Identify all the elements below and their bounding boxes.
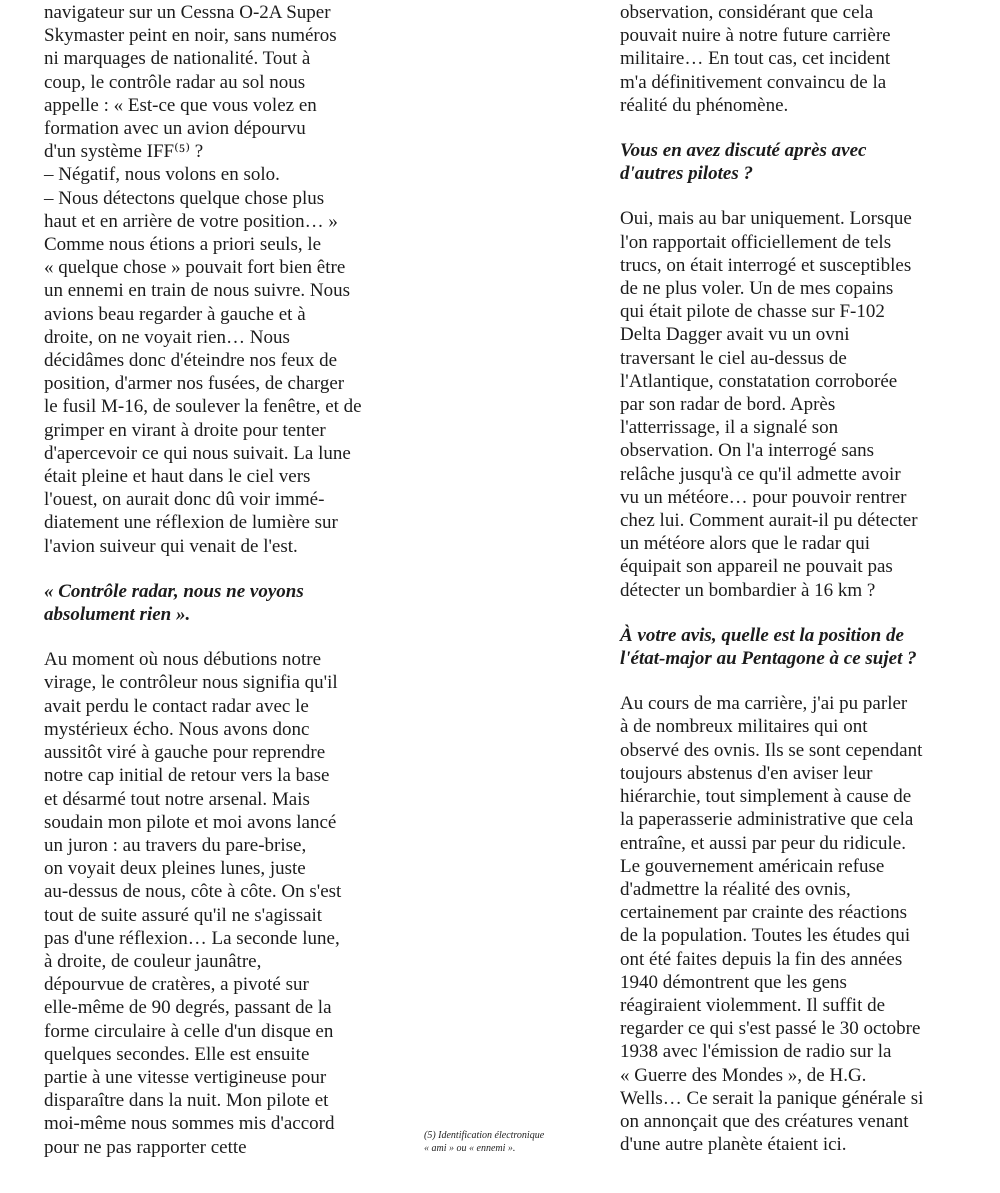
text-line: tout de suite assuré qu'il ne s'agissait	[44, 904, 323, 926]
text-line: droite, on ne voyait rien… Nous	[44, 326, 290, 348]
text-line: on annonçait que des créatures venant	[620, 1110, 909, 1132]
text-line: position, d'armer nos fusées, de charger	[44, 373, 345, 395]
text-line: grimper en virant à droite pour tenter	[44, 419, 326, 441]
text-line: réagiraient violemment. Il suffit de	[620, 994, 886, 1016]
paragraph	[44, 1, 404, 558]
section-heading	[44, 580, 404, 626]
text-line: d'une autre planète étaient ici.	[620, 1134, 847, 1156]
text-line: Vous en avez discuté après avec	[620, 140, 867, 162]
right-column	[620, 0, 980, 1156]
text-line: Au moment où nous débutions notre	[44, 649, 322, 671]
text-line: regarder ce qui s'est passé le 30 octobre	[620, 1018, 921, 1040]
text-line: partie à une vitesse vertigineuse pour	[44, 1066, 327, 1088]
text-line: dépourvue de cratères, a pivoté sur	[44, 974, 309, 996]
text-line: formation avec un avion dépourvu	[44, 118, 306, 140]
text-line: et désarmé tout notre arsenal. Mais	[44, 788, 310, 810]
text-line: Delta Dagger avait vu un ovni	[620, 324, 850, 346]
text-line: m'a définitivement convaincu de la	[620, 71, 887, 93]
text-line: décidâmes donc d'éteindre nos feux de	[44, 350, 338, 372]
text-line: vu un météore… pour pouvoir rentrer	[620, 486, 907, 508]
text-line: qui était pilote de chasse sur F-102	[620, 301, 885, 323]
text-line: à de nombreux militaires qui ont	[620, 716, 868, 738]
text-line: « Guerre des Mondes », de H.G.	[620, 1064, 867, 1086]
text-line: pour ne pas rapporter cette	[44, 1136, 247, 1158]
text-line: l'avion suiveur qui venait de l'est.	[44, 535, 298, 557]
paragraph	[620, 692, 980, 1156]
footnote	[424, 1129, 544, 1155]
text-line: un ennemi en train de nous suivre. Nous	[44, 280, 351, 302]
text-line: d'un système IFF⁽⁵⁾ ?	[44, 141, 204, 163]
text-line: Le gouvernement américain refuse	[620, 855, 885, 877]
text-line: Comme nous étions a priori seuls, le	[44, 234, 322, 256]
text-line: Au cours de ma carrière, j'ai pu parler	[620, 693, 908, 715]
text-line: l'on rapportait officiellement de tels	[620, 231, 892, 253]
text-line: avait perdu le contact radar avec le	[44, 695, 309, 717]
text-line: appelle : « Est-ce que vous volez en	[44, 94, 317, 116]
text-line: À votre avis, quelle est la position de	[620, 624, 904, 646]
text-line: on voyait deux pleines lunes, juste	[44, 858, 306, 880]
text-line: l'état-major au Pentagone à ce sujet ?	[620, 648, 917, 670]
text-line: haut et en arrière de votre position… »	[44, 210, 338, 232]
text-line: d'apercevoir ce qui nous suivait. La lune	[44, 442, 351, 464]
text-line: ont été faites depuis la fin des années	[620, 948, 903, 970]
text-line: Skymaster peint en noir, sans numéros	[44, 25, 337, 47]
interview-question	[620, 139, 980, 185]
text-line: certainement par crainte des réactions	[620, 902, 907, 924]
text-line: au-dessus de nous, côte à côte. On s'est	[44, 881, 342, 903]
text-line: réalité du phénomène.	[620, 94, 789, 116]
text-line: traversant le ciel au-dessus de	[620, 347, 847, 369]
text-line: l'ouest, on aurait donc dû voir immé-	[44, 489, 325, 511]
text-line: d'admettre la réalité des ovnis,	[620, 878, 851, 900]
text-line: relâche jusqu'à ce qu'il admette avoir	[620, 463, 901, 485]
text-line: de ne plus voler. Un de mes copains	[620, 278, 894, 300]
left-column	[44, 0, 404, 1159]
text-line: était pleine et haut dans le ciel vers	[44, 466, 311, 488]
paragraph	[620, 207, 980, 601]
text-line: hiérarchie, tout simplement à cause de	[620, 786, 912, 808]
text-line: un météore alors que le radar qui	[620, 533, 871, 555]
text-line: le fusil M-16, de soulever la fenêtre, et de	[44, 396, 362, 418]
text-line: de la population. Toutes les études qui	[620, 925, 911, 947]
text-line: d'autres pilotes ?	[620, 163, 754, 185]
text-line: pouvait nuire à notre future carrière	[620, 25, 891, 47]
text-line: moi-même nous sommes mis d'accord	[44, 1113, 335, 1135]
text-line: navigateur sur un Cessna O-2A Super	[44, 2, 331, 23]
text-line: la paperasserie administrative que cela	[620, 809, 914, 831]
text-line: forme circulaire à celle d'un disque en	[44, 1020, 334, 1042]
text-line: à droite, de couleur jaunâtre,	[44, 950, 262, 972]
text-line: toujours abstenus d'en aviser leur	[620, 762, 873, 784]
text-line: entraîne, et aussi par peur du ridicule.	[620, 832, 906, 854]
text-line: quelques secondes. Elle est ensuite	[44, 1043, 310, 1065]
text-line: observation. On l'a interrogé sans	[620, 440, 875, 462]
text-line: notre cap initial de retour vers la base	[44, 765, 330, 787]
text-line: l'Atlantique, constatation corroborée	[620, 370, 898, 392]
text-line: – Négatif, nous volons en solo.	[44, 164, 280, 186]
text-line: « Contrôle radar, nous ne voyons	[44, 580, 304, 602]
text-line: observé des ovnis. Ils se sont cependant	[620, 739, 923, 761]
text-line: ni marquages de nationalité. Tout à	[44, 48, 311, 70]
text-line: elle-même de 90 degrés, passant de la	[44, 997, 332, 1019]
text-line: trucs, on était interrogé et susceptibles	[620, 254, 912, 276]
paragraph	[44, 648, 404, 1158]
text-line: mystérieux écho. Nous avons donc	[44, 718, 310, 740]
text-line: détecter un bombardier à 16 km ?	[620, 579, 876, 601]
text-line: « quelque chose » pouvait fort bien être	[44, 257, 346, 279]
text-line: l'atterrissage, il a signalé son	[620, 417, 839, 439]
text-line: absolument rien ».	[44, 604, 191, 626]
text-line: virage, le contrôleur nous signifia qu'il	[44, 672, 338, 694]
text-line: soudain mon pilote et moi avons lancé	[44, 811, 337, 833]
paragraph	[620, 1, 980, 117]
text-line: un juron : au travers du pare-brise,	[44, 834, 307, 856]
text-line: pas d'une réflexion… La seconde lune,	[44, 927, 340, 949]
text-line: équipait son appareil ne pouvait pas	[620, 556, 893, 578]
text-line: Oui, mais au bar uniquement. Lorsque	[620, 208, 912, 230]
text-line: 1938 avec l'émission de radio sur la	[620, 1041, 892, 1063]
text-line: – Nous détectons quelque chose plus	[44, 187, 325, 209]
text-line: disparaître dans la nuit. Mon pilote et	[44, 1090, 329, 1112]
text-line: avions beau regarder à gauche et à	[44, 303, 306, 325]
text-line: militaire… En tout cas, cet incident	[620, 48, 891, 70]
text-line: coup, le contrôle radar au sol nous	[44, 71, 306, 93]
text-line: chez lui. Comment aurait-il pu détecter	[620, 510, 918, 532]
text-line: (5) Identification électronique	[424, 1130, 545, 1141]
text-line: « ami » ou « ennemi ».	[424, 1143, 516, 1154]
interview-question	[620, 624, 980, 670]
text-line: 1940 démontrent que les gens	[620, 971, 847, 993]
text-line: diatement une réflexion de lumière sur	[44, 512, 338, 534]
text-line: Wells… Ce serait la panique générale si	[620, 1087, 924, 1109]
text-line: par son radar de bord. Après	[620, 394, 836, 416]
text-line: observation, considérant que cela	[620, 2, 874, 23]
text-line: aussitôt viré à gauche pour reprendre	[44, 742, 326, 764]
